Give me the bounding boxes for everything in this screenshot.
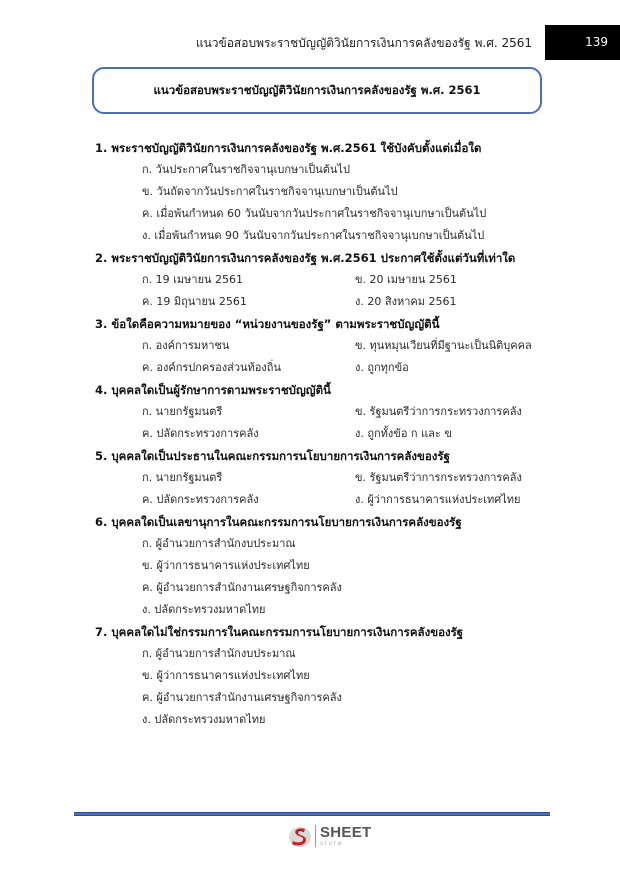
question-list — [95, 137, 555, 731]
option-d: ง. ถูกทั้งข้อ ก และ ข — [355, 427, 452, 440]
question-4 — [95, 379, 555, 445]
option-c: ค. 19 มิถุนายน 2561 — [142, 295, 247, 308]
options — [142, 401, 555, 445]
option-c: ค. ผู้อำนวยการสำนักงานเศรษฐกิจการคลัง — [142, 691, 342, 704]
option-a: ก. นายกรัฐมนตรี — [142, 405, 223, 418]
option-d: ง. ผู้ว่าการธนาคารแห่งประเทศไทย — [355, 493, 521, 506]
logo-sub: store — [320, 841, 344, 847]
question-text: 2. พระราชบัญญัติวินัยการเงินการคลังของรัฐ พ.ศ.2561 ประกาศใช้ตั้งแต่วันที่เท่าใด — [95, 251, 516, 265]
option-c: ค. ปลัดกระทรวงการคลัง — [142, 493, 259, 506]
question-1 — [95, 137, 555, 247]
option-b: ข. 20 เมษายน 2561 — [355, 273, 457, 286]
sheet-store-s-logo-icon — [288, 824, 312, 848]
logo-wordmark — [320, 825, 372, 847]
option-b: ข. ทุนหมุนเวียนที่มีฐานะเป็นนิติบุคคล — [355, 339, 532, 352]
options — [142, 269, 555, 313]
title-box — [92, 67, 542, 114]
running-header — [0, 25, 620, 60]
option-a: ก. 19 เมษายน 2561 — [142, 273, 244, 286]
option-d: ง. 20 สิงหาคม 2561 — [355, 295, 457, 308]
running-title: แนวข้อสอบพระราชบัญญัติวินัยการเงินการคลังของรัฐ พ.ศ. 2561 — [195, 36, 532, 50]
question-5 — [95, 445, 555, 511]
option-c: ค. เมื่อพ้นกำหนด 60 วันนับจากวันประกาศในราชกิจจานุเบกษาเป็นต้นไป — [142, 207, 487, 220]
question-text: 3. ข้อใดคือความหมายของ “หน่วยงานของรัฐ” ตามพระราชบัญญัตินี้ — [95, 317, 440, 331]
option-d: ง. ปลัดกระทรวงมหาดไทย — [142, 603, 266, 616]
question-3 — [95, 313, 555, 379]
page-number-box — [545, 25, 620, 60]
question-text: 5. บุคคลใดเป็นประธานในคณะกรรมการนโยบายการเงินการคลังของรัฐ — [95, 449, 450, 463]
question-7 — [95, 621, 555, 731]
option-a: ก. องค์การมหาชน — [142, 339, 230, 352]
option-d: ง. ถูกทุกข้อ — [355, 361, 409, 374]
question-text: 7. บุคคลใดไม่ใช่กรรมการในคณะกรรมการนโยบายการเงินการคลังของรัฐ — [95, 625, 464, 639]
logo-name: SHEET — [320, 824, 372, 841]
option-a: ก. วันประกาศในราชกิจจานุเบกษาเป็นต้นไป — [142, 163, 350, 176]
option-a: ก. ผู้อำนวยการสำนักงบประมาณ — [142, 647, 296, 660]
options — [142, 335, 555, 379]
footer-rule — [74, 812, 550, 816]
sheet-store-logo — [288, 822, 372, 850]
option-d: ง. ปลัดกระทรวงมหาดไทย — [142, 713, 266, 726]
options — [142, 159, 555, 247]
option-b: ข. รัฐมนตรีว่าการกระทรวงการคลัง — [355, 471, 522, 484]
options — [142, 467, 555, 511]
options — [142, 643, 555, 731]
page-number: 139 — [585, 35, 608, 49]
option-b: ข. วันถัดจากวันประกาศในราชกิจจานุเบกษาเป็นต้นไป — [142, 185, 398, 198]
option-a: ก. ผู้อำนวยการสำนักงบประมาณ — [142, 537, 296, 550]
question-text: 6. บุคคลใดเป็นเลขานุการในคณะกรรมการนโยบายการเงินการคลังของรัฐ — [95, 515, 462, 529]
question-6 — [95, 511, 555, 621]
option-c: ค. ผู้อำนวยการสำนักงานเศรษฐกิจการคลัง — [142, 581, 342, 594]
option-c: ค. ปลัดกระทรวงการคลัง — [142, 427, 259, 440]
option-a: ก. นายกรัฐมนตรี — [142, 471, 223, 484]
option-b: ข. รัฐมนตรีว่าการกระทรวงการคลัง — [355, 405, 522, 418]
question-2 — [95, 247, 555, 313]
logo-divider — [315, 825, 316, 847]
page-title: แนวข้อสอบพระราชบัญญัติวินัยการเงินการคลังของรัฐ พ.ศ. 2561 — [153, 82, 481, 97]
option-d: ง. เมื่อพ้นกำหนด 90 วันนับจากวันประกาศในราชกิจจานุเบกษาเป็นต้นไป — [142, 229, 485, 242]
option-c: ค. องค์กรปกครองส่วนท้องถิ่น — [142, 361, 281, 374]
options — [142, 533, 555, 621]
question-text: 4. บุคคลใดเป็นผู้รักษาการตามพระราชบัญญัตินี้ — [95, 383, 331, 397]
question-text: 1. พระราชบัญญัติวินัยการเงินการคลังของรัฐ พ.ศ.2561 ใช้บังคับตั้งแต่เมื่อใด — [95, 141, 482, 155]
option-b: ข. ผู้ว่าการธนาคารแห่งประเทศไทย — [142, 559, 310, 572]
option-b: ข. ผู้ว่าการธนาคารแห่งประเทศไทย — [142, 669, 310, 682]
